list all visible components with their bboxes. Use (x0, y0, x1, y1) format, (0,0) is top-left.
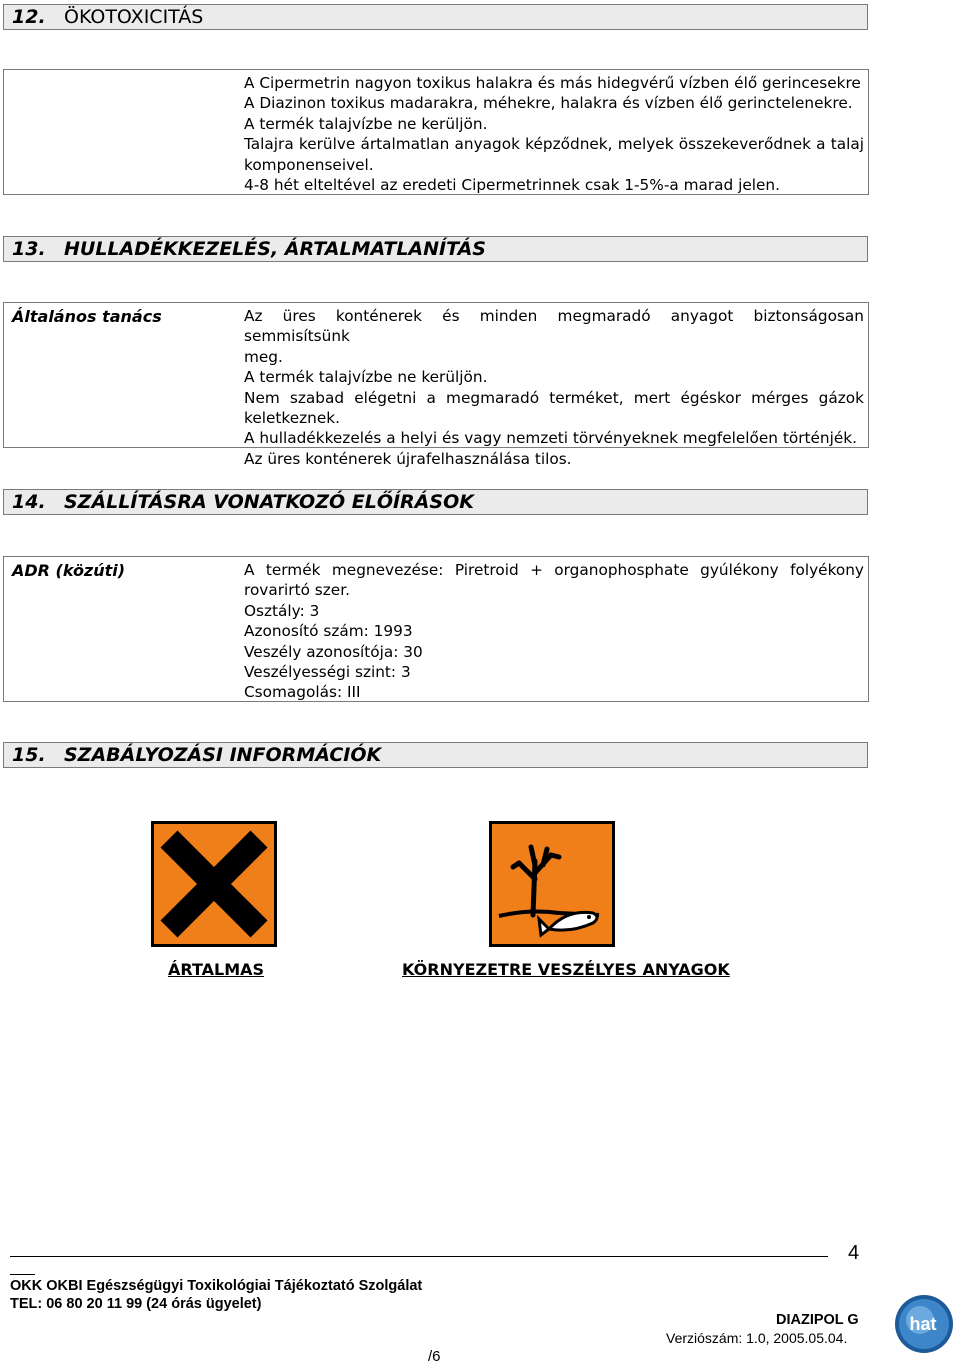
section-14-label: ADR (közúti) (12, 561, 126, 580)
text-line: Veszély azonosítója: 30 (244, 642, 423, 661)
text-line: Veszélyességi szint: 3 (244, 663, 411, 682)
text-line: Csomagolás: III (244, 683, 361, 702)
text-line: A termék megnevezése: Piretroid + organophosphate gyúlékony folyékony (244, 561, 864, 579)
hat-logo-icon (893, 1293, 955, 1355)
section-13-content (244, 306, 864, 469)
text-line: Talajra kerülve ártalmatlan anyagok képződnek, melyek összekeverődnek a talaj (244, 135, 864, 154)
text-line: Osztály: 3 (244, 601, 320, 620)
section-12-header (3, 4, 868, 30)
text-line: A termék talajvízbe ne kerüljön. (244, 114, 488, 133)
section-13-box (3, 302, 869, 468)
footer-page-total: /6 (428, 1348, 441, 1365)
footer-rule (10, 1256, 828, 1257)
text-line: meg. (244, 347, 283, 366)
footer-version: Verziószám: 1.0, 2005.05.04. (666, 1330, 848, 1346)
text-line: Azonosító szám: 1993 (244, 622, 413, 641)
text-line: Az üres konténerek és minden megmaradó anyagot biztonságosan semmisítsünk (244, 307, 864, 346)
footer-tel: TEL: 06 80 20 11 99 (24 órás ügyelet) (10, 1296, 262, 1312)
section-15-header (3, 742, 868, 768)
harmful-x-icon (151, 821, 277, 947)
environment-hazard-label: KÖRNYEZETRE VESZÉLYES ANYAGOK (402, 960, 730, 979)
section-number: 12. (12, 6, 46, 28)
section-12-content (244, 73, 864, 195)
section-13-header (3, 236, 868, 262)
text-line: A termék talajvízbe ne kerüljön. (244, 368, 488, 387)
section-12-box (3, 69, 869, 195)
text-line: A hulladékkezelés a helyi és vagy nemzeti törvényeknek megfelelően történjék. (244, 429, 857, 448)
text-line: komponenseivel. (244, 155, 374, 174)
section-14-content (244, 560, 864, 703)
environment-hazard-icon (489, 821, 615, 947)
section-title: SZÁLLÍTÁSRA VONATKOZÓ ELŐÍRÁSOK (64, 491, 474, 513)
section-number: 14. (12, 491, 46, 513)
harmful-label: ÁRTALMAS (168, 960, 265, 979)
text-line: Nem szabad elégetni a megmaradó terméket, mert égéskor mérges gázok (244, 388, 864, 407)
text-line: A Cipermetrin nagyon toxikus halakra és más hidegvérű vízben élő gerincesekre (244, 74, 861, 92)
text-line: keletkeznek. (244, 409, 340, 428)
section-14-header (3, 489, 868, 515)
section-title: ÖKOTOXICITÁS (64, 6, 204, 28)
section-14-box (3, 556, 869, 702)
section-number: 13. (12, 238, 46, 260)
text-line: 4-8 hét elteltével az eredeti Cipermetrinnek csak 1-5%-a marad jelen. (244, 176, 780, 195)
page-number: 4 (848, 1242, 860, 1264)
text-line: A Diazinon toxikus madarakra, méhekre, halakra és vízben élő gerinctelenekre. (244, 94, 853, 113)
hat-logo-text: hat (909, 1314, 937, 1334)
footer-org: OKK OKBI Egészségügyi Toxikológiai Tájékoztató Szolgálat (10, 1278, 423, 1294)
section-title: HULLADÉKKEZELÉS, ÁRTALMATLANÍTÁS (64, 238, 486, 260)
footer-short-rule (10, 1274, 35, 1275)
text-line: Az üres konténerek újrafelhasználása tilos. (244, 449, 572, 468)
section-number: 15. (12, 744, 46, 766)
text-line: rovarirtó szer. (244, 581, 350, 600)
footer-product: DIAZIPOL G (776, 1312, 859, 1328)
section-title: SZABÁLYOZÁSI INFORMÁCIÓK (64, 744, 382, 766)
section-13-label: Általános tanács (12, 307, 162, 326)
